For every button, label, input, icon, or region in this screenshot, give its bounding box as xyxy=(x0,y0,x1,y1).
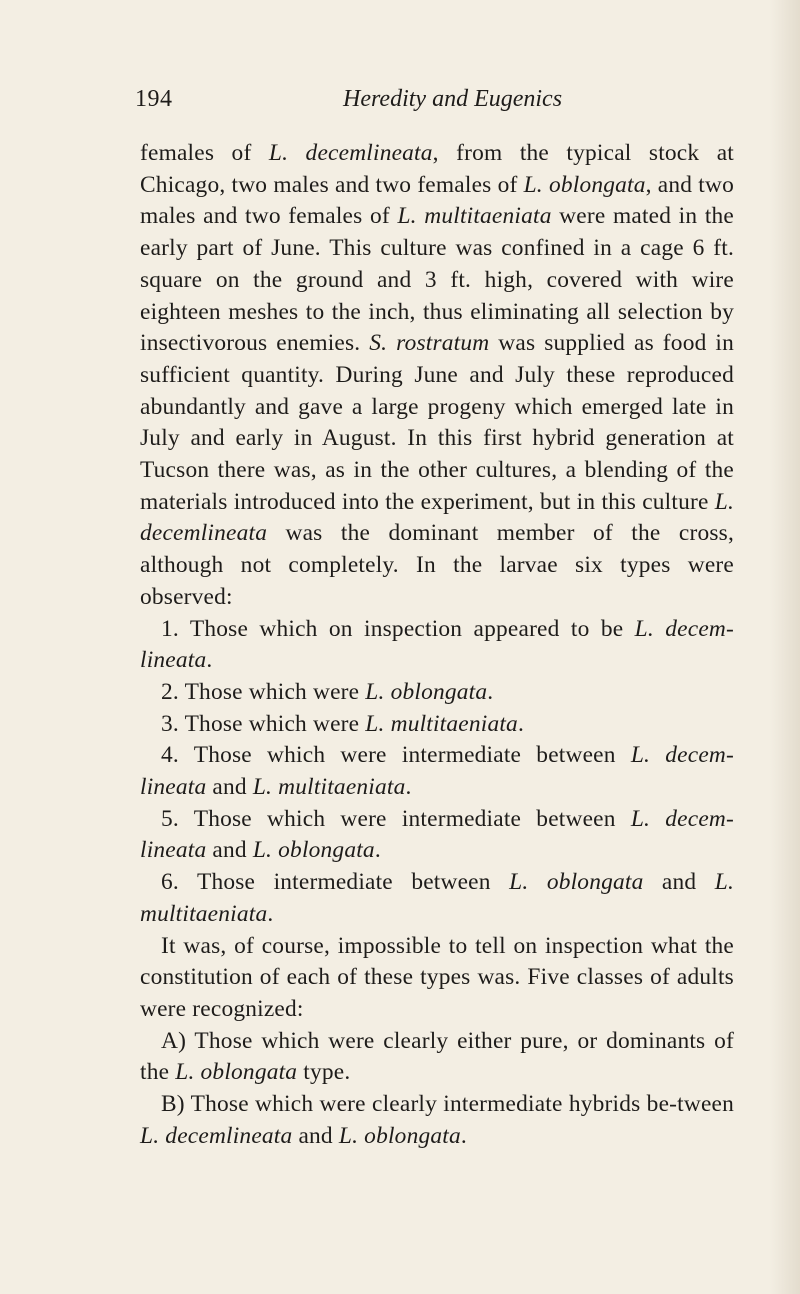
running-title: Heredity and Eugenics xyxy=(343,86,563,112)
text-run: . xyxy=(374,837,381,864)
list-item xyxy=(140,677,734,709)
text-run: . xyxy=(517,710,525,737)
page-number: 194 xyxy=(135,86,173,112)
paragraph xyxy=(140,931,734,1026)
text-run: 2. Those which were xyxy=(161,678,366,705)
italic-name: L. decem-lineata xyxy=(140,615,734,674)
italic-name: L. oblongata xyxy=(252,837,375,864)
text-run: . xyxy=(206,647,213,674)
italic-name: L. oblongata xyxy=(523,171,646,198)
text-run: 6. Those intermediate between xyxy=(161,869,510,896)
text-run: females of xyxy=(140,140,269,166)
body-text xyxy=(140,138,734,1153)
text-run: 1. Those which on inspection appeared to be xyxy=(161,615,635,642)
text-run: B) Those which were clearly intermediate hybrids be-tween xyxy=(161,1091,734,1118)
italic-name: L. decemlineata xyxy=(268,140,433,166)
text-run: was supplied as food in sufficient quantity. During June and July these reproduced abundantly and gave a large progeny which emerged late in July and early in August. In this first hybrid generation at Tucson there was, as in the other cultures, a blending of the materials introduced into the experiment, but in this culture xyxy=(140,330,735,515)
text-run: . xyxy=(267,900,274,927)
italic-name: L. oblongata xyxy=(365,678,488,705)
italic-name: L. oblongata xyxy=(509,869,644,896)
list-item xyxy=(140,740,734,803)
running-head xyxy=(135,86,735,118)
text-run: It was, of course, impossible to tell on inspection what the constitution of each of these types was. Five classes of adults were recognized: xyxy=(140,932,734,1022)
italic-name: L. multitaeniata xyxy=(365,710,518,737)
text-run: . xyxy=(460,1122,467,1149)
text-run: 5. Those which were intermediate between xyxy=(161,805,631,832)
text-run: . xyxy=(405,774,412,801)
text-run: was the dominant member of the cross, although not completely. In the larvae six types were observed: xyxy=(140,520,734,610)
text-run: type. xyxy=(297,1059,351,1086)
list-item xyxy=(140,804,734,867)
text-run: A) Those which were clearly either pure, or dominants of the xyxy=(140,1027,734,1086)
list-item xyxy=(140,867,734,930)
text-run: , from the typical stock at Chicago, two males and two females of xyxy=(140,140,734,198)
list-item xyxy=(140,1026,734,1089)
italic-name: L. decem-lineata xyxy=(140,742,734,801)
list-item xyxy=(140,709,734,741)
text-run: and xyxy=(643,869,715,896)
text-run: were mated in the early part of June. This culture was confined in a cage 6 ft. square on the ground and 3 ft. high, covered with wire eighteen meshes to the inch, thus eliminating all selection by insectivorous enemies. xyxy=(140,203,735,357)
list-item xyxy=(140,1089,734,1152)
italic-name: L. multitaeniata xyxy=(140,869,735,927)
italic-name: L. multitaeniata xyxy=(252,774,406,801)
text-run: 4. Those which were intermediate between xyxy=(161,742,631,769)
italic-name: L. decem-lineata xyxy=(140,805,734,864)
text-run: and xyxy=(292,1122,339,1149)
italic-name: L. multitaeniata xyxy=(397,203,552,230)
italic-name: L. oblongata xyxy=(338,1122,461,1149)
list-item xyxy=(140,614,734,677)
italic-name: L. decemlineata xyxy=(140,1122,293,1149)
paragraph xyxy=(140,138,734,614)
italic-name: L. oblongata xyxy=(175,1059,298,1086)
text-run: . xyxy=(487,678,494,705)
text-run: and xyxy=(206,837,253,864)
italic-name: S. rostratum xyxy=(369,330,490,357)
text-run: and xyxy=(206,774,253,801)
text-run: , and two males and two females of xyxy=(140,171,734,230)
text-run: 3. Those which were xyxy=(161,710,366,737)
italic-name: L. decemlineata xyxy=(140,488,734,547)
page-edge-shadow xyxy=(770,0,800,1294)
